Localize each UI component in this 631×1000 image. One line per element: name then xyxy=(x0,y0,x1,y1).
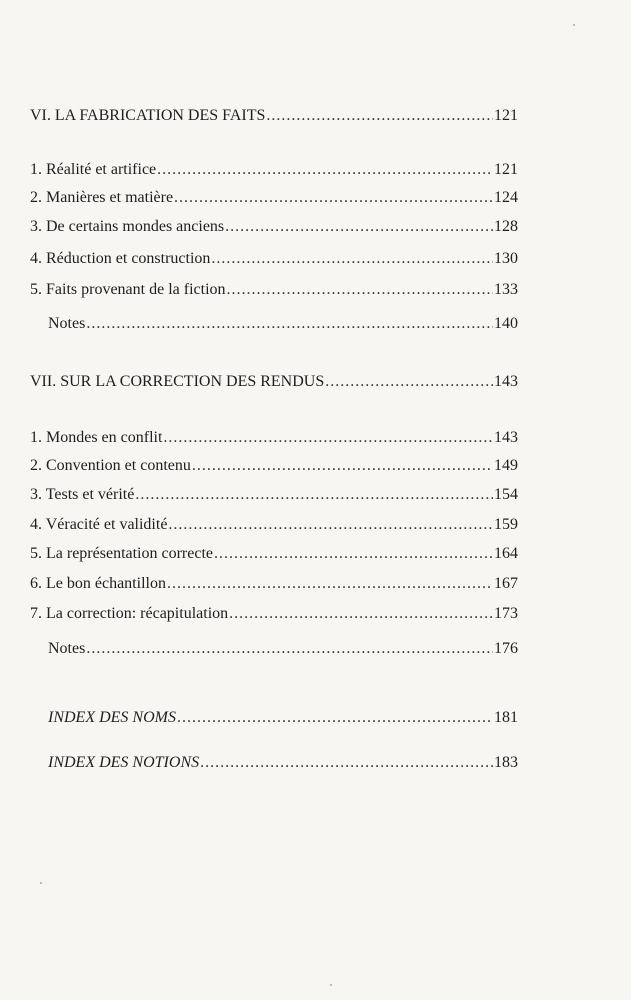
toc-page-number: 164 xyxy=(494,545,518,562)
toc-notes xyxy=(30,313,518,335)
toc-section xyxy=(30,279,518,301)
toc-section xyxy=(30,514,518,536)
toc-page-number: 154 xyxy=(494,486,518,503)
toc-entry-title: 4. Véracité et validité xyxy=(30,516,168,533)
paper-speck xyxy=(40,882,42,884)
dot-leader xyxy=(135,484,493,506)
toc-page-number: 143 xyxy=(494,429,518,446)
dot-leader xyxy=(325,371,493,393)
toc-entry-title: 3. Tests et vérité xyxy=(30,486,135,503)
toc-page-number: 121 xyxy=(494,107,518,124)
toc-section xyxy=(30,248,518,270)
dot-leader xyxy=(157,159,493,181)
toc-page-number: 133 xyxy=(494,281,518,298)
toc-section xyxy=(30,455,518,477)
toc-entry-title: 3. De certains mondes anciens xyxy=(30,218,225,235)
toc-page-number: 121 xyxy=(494,161,518,178)
toc-page-number: 176 xyxy=(494,640,518,657)
dot-leader xyxy=(229,603,493,625)
toc-page-number: 149 xyxy=(494,457,518,474)
dot-leader xyxy=(192,455,493,477)
toc-page-number: 173 xyxy=(494,605,518,622)
dot-leader xyxy=(86,638,493,660)
dot-leader xyxy=(214,543,493,565)
toc-entry-title: 5. Faits provenant de la fiction xyxy=(30,281,226,298)
toc-section xyxy=(30,187,518,209)
toc-section xyxy=(30,603,518,625)
toc-page-number: 159 xyxy=(494,516,518,533)
toc-section xyxy=(30,484,518,506)
paper-speck xyxy=(573,24,575,26)
toc-index-names xyxy=(30,707,518,729)
toc-page-number: 143 xyxy=(494,373,518,390)
toc-section xyxy=(30,543,518,565)
toc-entry-title: VI. LA FABRICATION DES FAITS xyxy=(30,107,266,124)
toc-entry-title: INDEX DES NOMS xyxy=(48,709,176,726)
toc-entry-title: 6. Le bon échantillon xyxy=(30,575,166,592)
dot-leader xyxy=(167,573,493,595)
toc-entry-title: VII. SUR LA CORRECTION DES RENDUS xyxy=(30,373,325,390)
toc-entry-title: 1. Réalité et artifice xyxy=(30,161,157,178)
toc-entry-title: 2. Manières et matière xyxy=(30,189,174,206)
toc-entry-title: 2. Convention et contenu xyxy=(30,457,191,474)
toc-section xyxy=(30,216,518,238)
dot-leader xyxy=(200,752,493,774)
toc-chapter-vii xyxy=(30,371,518,393)
toc-section xyxy=(30,427,518,449)
paper-speck xyxy=(330,984,332,986)
toc-page-number: 130 xyxy=(494,250,518,267)
toc-index-notions xyxy=(30,752,518,774)
toc-page-number: 183 xyxy=(494,754,518,771)
toc-section xyxy=(30,573,518,595)
toc-notes xyxy=(30,638,518,660)
toc-entry-title: 1. Mondes en conflit xyxy=(30,429,163,446)
dot-leader xyxy=(86,313,493,335)
toc-entry-title: Notes xyxy=(48,315,86,332)
dot-leader xyxy=(168,514,493,536)
toc-entry-title: 4. Réduction et construction xyxy=(30,250,211,267)
toc-page-number: 181 xyxy=(494,709,518,726)
dot-leader xyxy=(163,427,493,449)
toc-section xyxy=(30,159,518,181)
dot-leader xyxy=(266,105,493,127)
toc-entry-title: Notes xyxy=(48,640,86,657)
dot-leader xyxy=(227,279,493,301)
dot-leader xyxy=(174,187,493,209)
toc-entry-title: 5. La représentation correcte xyxy=(30,545,214,562)
toc-entry-title: INDEX DES NOTIONS xyxy=(48,754,200,771)
toc-page-number: 124 xyxy=(494,189,518,206)
toc-chapter-vi xyxy=(30,105,518,127)
dot-leader xyxy=(225,216,493,238)
dot-leader xyxy=(177,707,493,729)
toc-entry-title: 7. La correction: récapitulation xyxy=(30,605,229,622)
toc-page-number: 140 xyxy=(494,315,518,332)
dot-leader xyxy=(211,248,493,270)
toc-page-number: 128 xyxy=(494,218,518,235)
toc-page-number: 167 xyxy=(494,575,518,592)
